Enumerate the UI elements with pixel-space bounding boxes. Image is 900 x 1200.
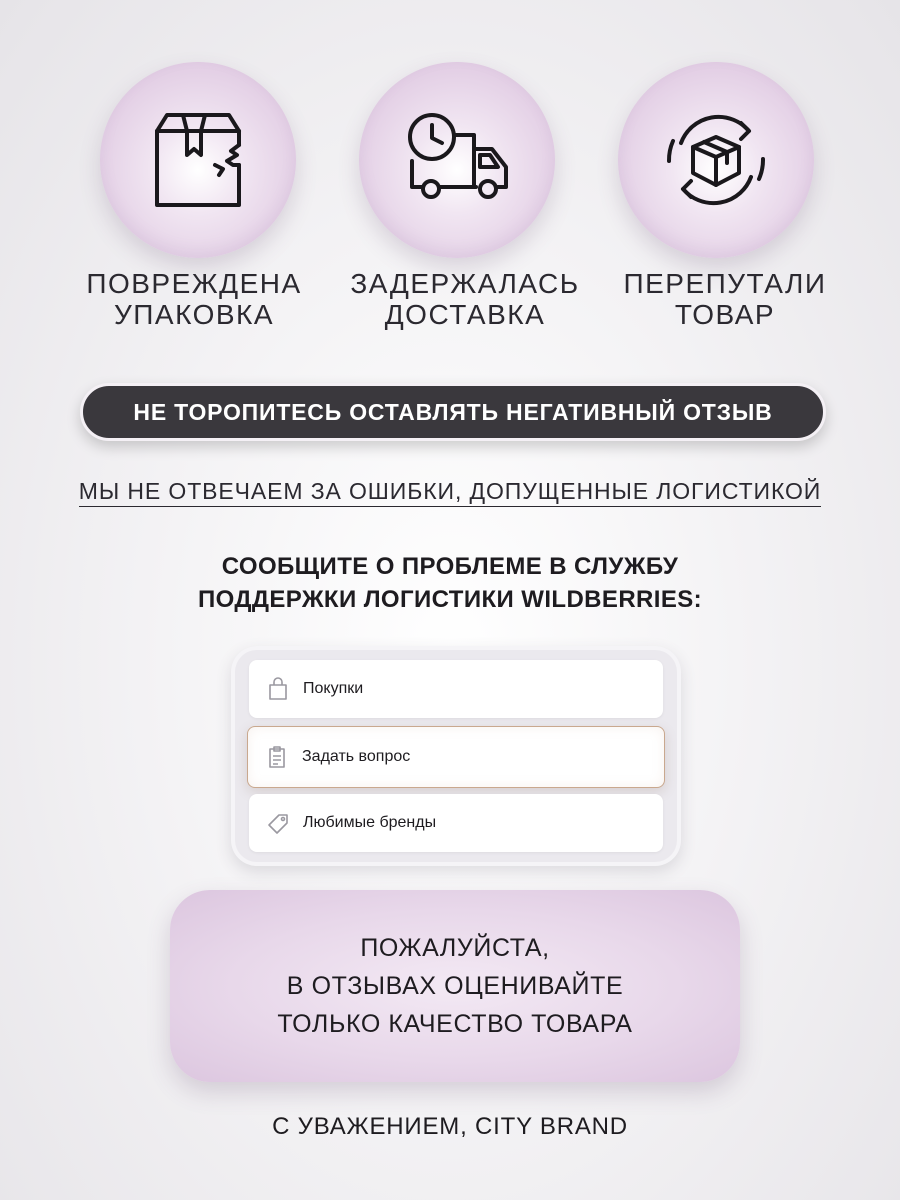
menu-item-label: Покупки xyxy=(303,680,364,697)
disclaimer-text: МЫ НЕ ОТВЕЧАЕМ ЗА ОШИБКИ, ДОПУЩЕННЫЕ ЛОГИСТИКОЙ xyxy=(79,478,821,507)
menu-item-favorite-brands[interactable] xyxy=(249,794,663,852)
issue-circle-damaged xyxy=(100,62,296,258)
issue-circle-wrong-item xyxy=(618,62,814,258)
issue-caption-line: ДОСТАВКА xyxy=(384,299,546,330)
support-line: ПОДДЕРЖКИ ЛОГИСТИКИ WILDBERRIES: xyxy=(197,586,703,613)
issue-caption-line: ТОВАР xyxy=(674,299,776,330)
menu-item-ask-question[interactable] xyxy=(247,726,665,788)
brand-signature: С УВАЖЕНИЕМ, CITY BRAND xyxy=(272,1113,628,1140)
clipboard-icon xyxy=(266,745,288,769)
support-instruction xyxy=(0,550,900,616)
support-line: СООБЩИТЕ О ПРОБЛЕМЕ В СЛУЖБУ xyxy=(221,553,679,580)
issue-caption-line: ПОВРЕЖДЕНА xyxy=(86,268,302,299)
issue-circle-delivery xyxy=(359,62,555,258)
issue-caption-delivery xyxy=(335,268,595,330)
issue-caption-wrong-item xyxy=(595,268,855,330)
box-exchange-icon xyxy=(661,105,771,215)
logistics-disclaimer xyxy=(0,478,900,505)
warning-banner-text: НЕ ТОРОПИТЕСЬ ОСТАВЛЯТЬ НЕГАТИВНЫЙ ОТЗЫВ xyxy=(133,398,773,425)
issues-captions xyxy=(0,268,900,338)
review-request-line: ПОЖАЛУЙСТА, xyxy=(360,934,550,962)
damaged-box-icon xyxy=(143,105,253,215)
review-request-box xyxy=(170,890,740,1082)
review-request-line: ТОЛЬКО КАЧЕСТВО ТОВАРА xyxy=(277,1010,633,1038)
issues-icons-row xyxy=(0,62,900,262)
issue-caption-line: УПАКОВКА xyxy=(113,299,275,330)
issue-caption-line: ПЕРЕПУТАЛИ xyxy=(623,268,827,299)
menu-item-purchases[interactable] xyxy=(249,660,663,718)
delivery-truck-clock-icon xyxy=(402,105,512,215)
issue-caption-damaged xyxy=(64,268,324,330)
issue-caption-line: ЗАДЕРЖАЛАСЬ xyxy=(350,268,580,299)
shopping-bag-icon xyxy=(267,677,289,701)
wildberries-menu-card xyxy=(231,646,681,866)
menu-item-label: Задать вопрос xyxy=(302,748,411,765)
tag-icon xyxy=(267,811,289,835)
warning-banner xyxy=(80,383,826,441)
menu-item-label: Любимые бренды xyxy=(303,814,437,831)
review-request-line: В ОТЗЫВАХ ОЦЕНИВАЙТЕ xyxy=(286,972,624,1000)
